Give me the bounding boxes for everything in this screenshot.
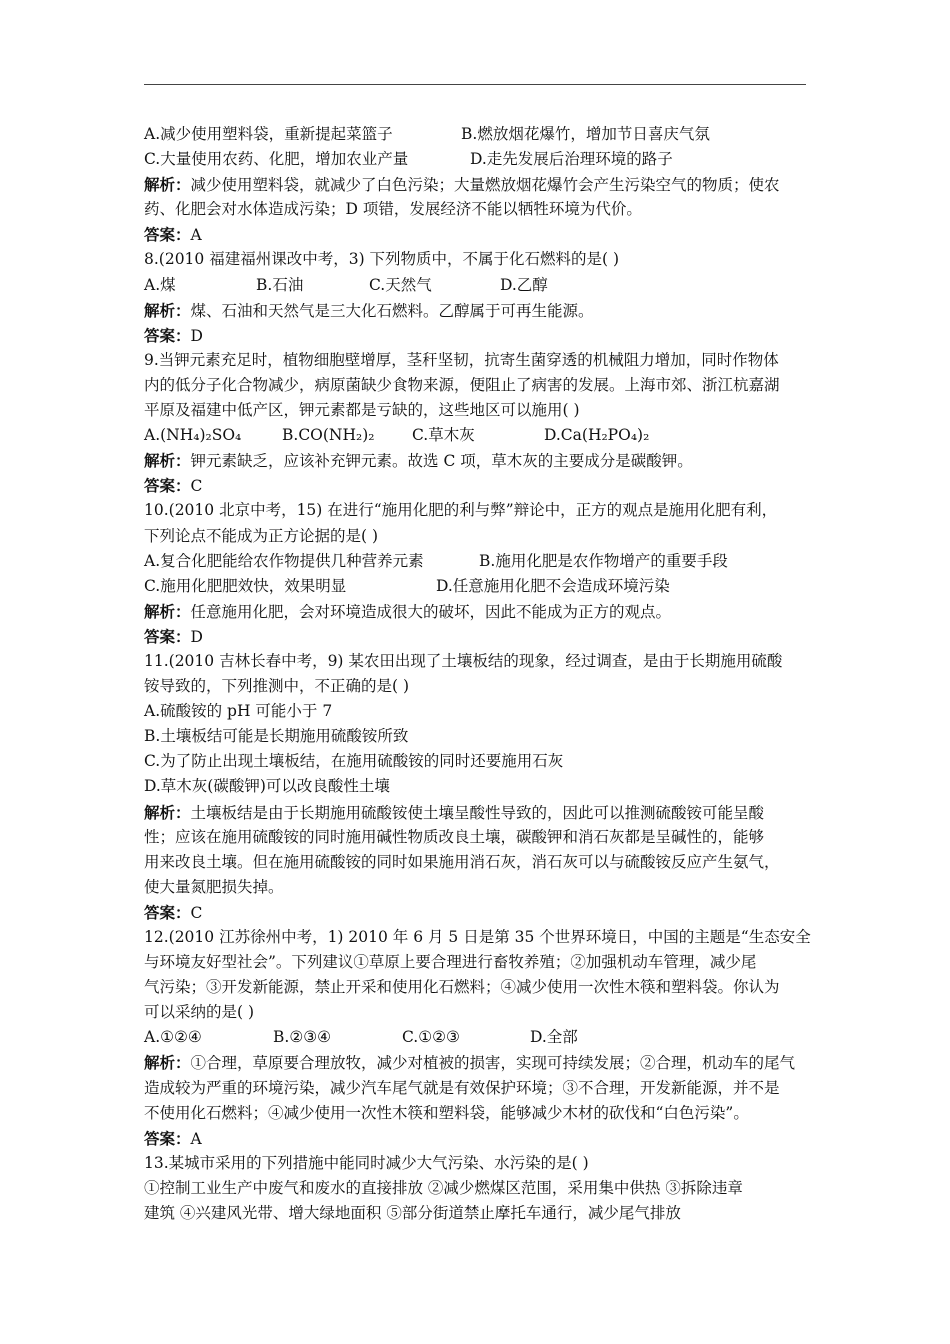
analysis-text: 用来改良土壤。但在施用硫酸铵的同时如果施用消石灰，消石灰可以与硫酸铵反应产生氨气，	[144, 852, 780, 871]
options-row	[144, 549, 814, 574]
analysis-text: 造成较为严重的环境污染，减少汽车尾气就是有效保护环境；③不合理，开发新能源，并不是	[144, 1078, 780, 1097]
analysis-text: 药、化肥会对水体造成污染；D 项错，发展经济不能以牺牲环境为代价。	[144, 200, 642, 219]
analysis-text: ①合理，草原要合理放牧，减少对植被的损害，实现可持续发展；②合理，机动车的尾气	[190, 1054, 796, 1073]
answer-line	[144, 473, 814, 498]
analysis-line	[144, 172, 814, 197]
answer-value: D	[190, 627, 203, 646]
question-text: 建筑 ④兴建风光带、增大绿地面积 ⑤部分街道禁止摩托车通行，减少尾气排放	[144, 1204, 681, 1223]
question-11	[144, 649, 814, 925]
options-row	[144, 423, 814, 448]
analysis-text: 不使用化石燃料；④减少使用一次性木筷和塑料袋，能够减少木材的砍伐和“白色污染”。	[144, 1103, 749, 1122]
question-text: 9.当钾元素充足时，植物细胞壁增厚，茎秆坚韧，抗寄生菌穿透的机械阻力增加，同时作物体	[144, 350, 779, 369]
analysis-line	[144, 448, 814, 473]
answer-value: D	[190, 326, 203, 345]
analysis-label: 解析：	[144, 601, 191, 621]
analysis-text: 使大量氮肥损失掉。	[144, 877, 284, 896]
option-d: D.全部	[530, 1028, 578, 1047]
option-b: B.②③④	[273, 1028, 332, 1047]
question-text: 12.(2010 江苏徐州中考，1) 2010 年 6 月 5 日是第 35 个世界环境日，中国的主题是“生态安全	[144, 928, 811, 946]
question-text: 铵导致的，下列推测中，不正确的是( )	[144, 677, 410, 696]
question-10	[144, 498, 814, 649]
analysis-line	[144, 298, 814, 323]
options-row	[144, 574, 814, 599]
analysis-label: 解析：	[144, 802, 191, 822]
option-d: D.Ca(H₂PO₄)₂	[544, 426, 650, 445]
option-c: C.①②③	[402, 1028, 460, 1047]
option-d: D.走先发展后治理环境的路子	[470, 150, 673, 169]
option-b: B.土壤板结可能是长期施用硫酸铵所致	[144, 727, 409, 746]
analysis-label: 解析：	[144, 451, 191, 471]
question-text: 11.(2010 吉林长春中考，9) 某农田出现了土壤板结的现象，经过调查，是由于长期施用硫酸	[144, 651, 783, 670]
question-text: 13.某城市采用的下列措施中能同时减少大气污染、水污染的是( )	[144, 1153, 589, 1172]
analysis-text: 土壤板结是由于长期施用硫酸铵使土壤呈酸性导致的，因此可以推测硫酸铵可能呈酸	[190, 803, 765, 822]
option-a: A.硫酸铵的 pH 可能小于 7	[144, 702, 333, 721]
question-text: ①控制工业生产中废气和废水的直接排放 ②减少燃煤区范围，采用集中供热 ③拆除违章	[144, 1178, 743, 1197]
option-c: C.施用化肥肥效快，效果明显	[144, 576, 347, 595]
answer-line	[144, 1126, 814, 1151]
question-text: 内的低分子化合物减少，病原菌缺少食物来源，便阻止了病害的发展。上海市郊、浙江杭嘉湖	[144, 375, 780, 394]
option-c: C.草木灰	[412, 426, 475, 445]
analysis-line	[144, 599, 814, 624]
question-text: 与环境友好型社会”。下列建议①草原上要合理进行畜牧养殖；②加强机动车管理，减少尾	[144, 953, 757, 972]
question-12	[144, 925, 814, 1151]
option-c: C.大量使用农药、化肥，增加农业产量	[144, 150, 409, 169]
analysis-line	[144, 1050, 814, 1075]
answer-label: 答案：	[144, 325, 191, 345]
option-a: A.①②④	[144, 1028, 202, 1047]
analysis-text: 减少使用塑料袋，就减少了白色污染；大量燃放烟花爆竹会产生污染空气的物质；使农	[190, 176, 780, 195]
analysis-label: 解析：	[144, 1053, 191, 1073]
answer-label: 答案：	[144, 1128, 191, 1148]
analysis-text: 性；应该在施用硫酸铵的同时施用碱性物质改良土壤，碳酸钾和消石灰都是呈碱性的，能够	[144, 827, 765, 846]
question-text: 8.(2010 福建福州课改中考，3) 下列物质中，不属于化石燃料的是( )	[144, 250, 620, 269]
option-d: D.乙醇	[500, 275, 548, 294]
question-text: 气污染；③开发新能源，禁止开采和使用化石燃料；④减少使用一次性木筷和塑料袋。你认为	[144, 978, 780, 997]
question-8	[144, 247, 814, 347]
question-text: 可以采纳的是( )	[144, 1003, 255, 1022]
question-text: 平原及福建中低产区，钾元素都是亏缺的，这些地区可以施用( )	[144, 401, 580, 420]
answer-value: A	[190, 226, 202, 245]
option-c: C.为了防止出现土壤板结，在施用硫酸铵的同时还要施用石灰	[144, 752, 564, 771]
option-a: A.复合化肥能给农作物提供几种营养元素	[144, 551, 424, 570]
analysis-label: 解析：	[144, 175, 191, 195]
options-row	[144, 1025, 814, 1050]
option-a: A.煤	[144, 275, 176, 294]
header-rule	[144, 84, 806, 85]
option-d: D.任意施用化肥不会造成环境污染	[436, 576, 670, 595]
answer-line	[144, 323, 814, 348]
option-b: B.石油	[256, 275, 304, 294]
answer-label: 答案：	[144, 902, 191, 922]
answer-label: 答案：	[144, 626, 191, 646]
document-body	[144, 122, 814, 1226]
options-row	[144, 273, 814, 298]
option-b: B.燃放烟花爆竹，增加节日喜庆气氛	[461, 125, 710, 143]
answer-value: C	[190, 477, 203, 496]
analysis-text: 任意施用化肥，会对环境造成很大的破坏，因此不能成为正方的观点。	[190, 602, 672, 621]
answer-line	[144, 222, 814, 247]
analysis-line	[144, 800, 814, 825]
option-a: A.减少使用塑料袋，重新提起菜篮子	[144, 125, 393, 143]
question-9	[144, 348, 814, 499]
option-b: B.CO(NH₂)₂	[282, 426, 375, 445]
option-d: D.草木灰(碳酸钾)可以改良酸性土壤	[144, 777, 390, 796]
question-text: 下列论点不能成为正方论据的是( )	[144, 526, 379, 545]
answer-value: C	[190, 903, 203, 922]
analysis-text: 煤、石油和天然气是三大化石燃料。乙醇属于可再生能源。	[190, 301, 594, 320]
answer-label: 答案：	[144, 476, 191, 496]
answer-line	[144, 624, 814, 649]
answer-label: 答案：	[144, 225, 191, 245]
question-13	[144, 1151, 814, 1226]
answer-value: A	[190, 1129, 202, 1148]
options-row	[144, 122, 814, 147]
question-7-continued	[144, 122, 814, 247]
option-b: B.施用化肥是农作物增产的重要手段	[479, 551, 728, 570]
option-c: C.天然气	[369, 275, 432, 294]
analysis-text: 钾元素缺乏，应该补充钾元素。故选 C 项，草木灰的主要成分是碳酸钾。	[190, 452, 693, 471]
answer-line	[144, 900, 814, 925]
options-row	[144, 147, 814, 172]
analysis-label: 解析：	[144, 300, 191, 320]
option-a: A.(NH₄)₂SO₄	[144, 426, 242, 445]
question-text: 10.(2010 北京中考，15) 在进行“施用化肥的利与弊”辩论中，正方的观点是施用化肥有利，	[144, 501, 778, 520]
